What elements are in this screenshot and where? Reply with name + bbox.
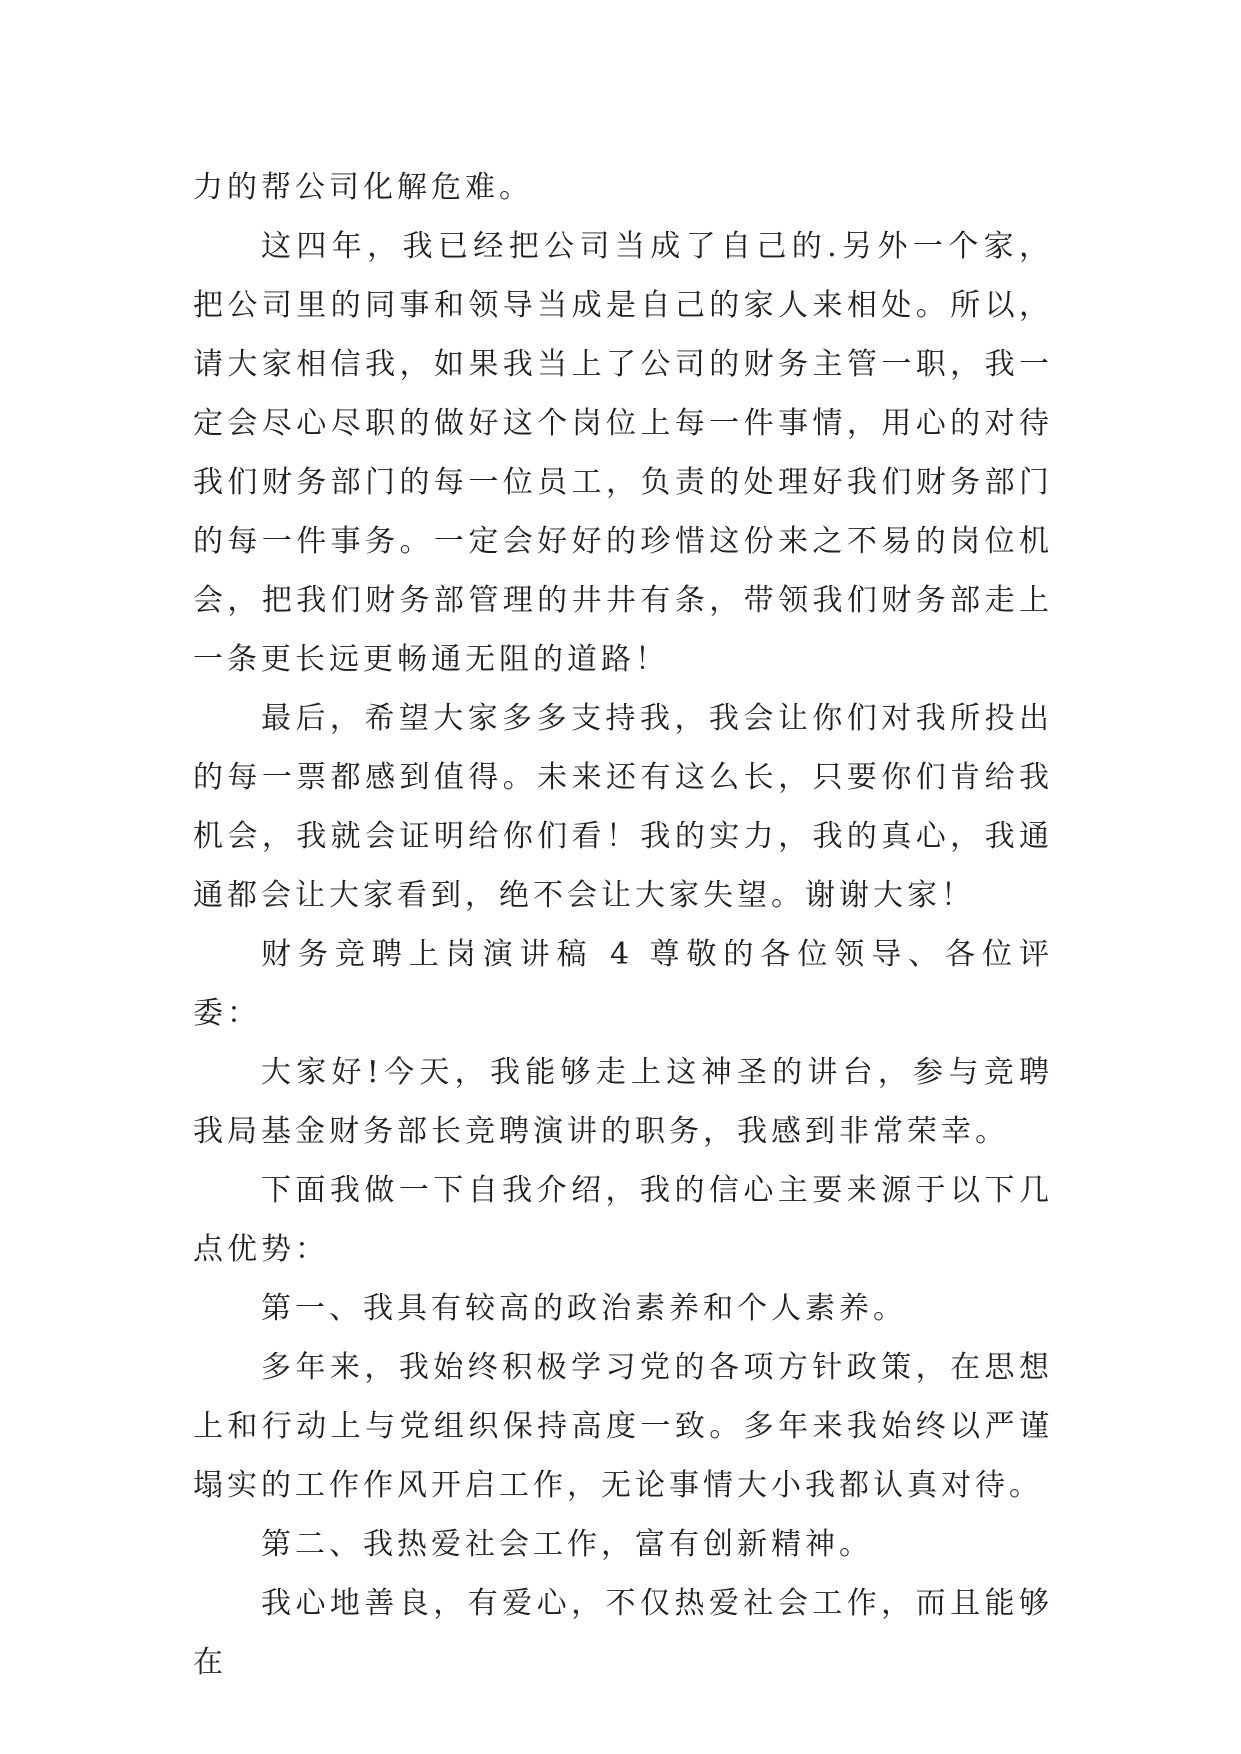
paragraph-greeting: 大家好!今天，我能够走上这神圣的讲台，参与竞聘我局基金财务部长竞聘演讲的职务，我感到非常荣幸。: [193, 1055, 1053, 1149]
paragraph-continuation: 力的帮公司化解危难。: [193, 170, 533, 205]
paragraph-speech-4-heading: 财务竞聘上岗演讲稿 4 尊敬的各位领导、各位评委：: [193, 937, 1053, 1031]
document-body: [193, 158, 1053, 1692]
paragraph-closing: 最后，希望大家多多支持我，我会让你们对我所投出的每一票都感到值得。未来还有这么长，只要你们肯给我机会，我就会证明给你们看！我的实力，我的真心，我通通都会让大家看到，绝不会让大家失望。谢谢大家！: [193, 701, 1053, 913]
paragraph-point-one: 第一、我具有较高的政治素养和个人素养。: [261, 1291, 907, 1326]
paragraph-point-two-detail: 我心地善良，有爱心，不仅热爱社会工作，而且能够在: [193, 1586, 1053, 1680]
paragraph-four-years: 这四年，我已经把公司当成了自己的.另外一个家，把公司里的同事和领导当成是自己的家人来相处。所以，请大家相信我，如果我当上了公司的财务主管一职，我一定会尽心尽职的做好这个岗位上每一件事情，用心的对待我们财务部门的每一位员工，负责的处理好我们财务部门的每一件事务。一定会好好的珍惜这份来之不易的岗位机会，把我们财务部管理的井井有条，带领我们财务部走上一条更长远更畅通无阻的道路！: [193, 229, 1053, 677]
paragraph-point-one-detail: 多年来，我始终积极学习党的各项方针政策，在思想上和行动上与党组织保持高度一致。多年来我始终以严谨塌实的工作作风开启工作，无论事情大小我都认真对待。: [193, 1350, 1053, 1503]
paragraph-point-two: 第二、我热爱社会工作，富有创新精神。: [261, 1527, 873, 1562]
paragraph-self-intro: 下面我做一下自我介绍，我的信心主要来源于以下几点优势：: [193, 1173, 1053, 1267]
